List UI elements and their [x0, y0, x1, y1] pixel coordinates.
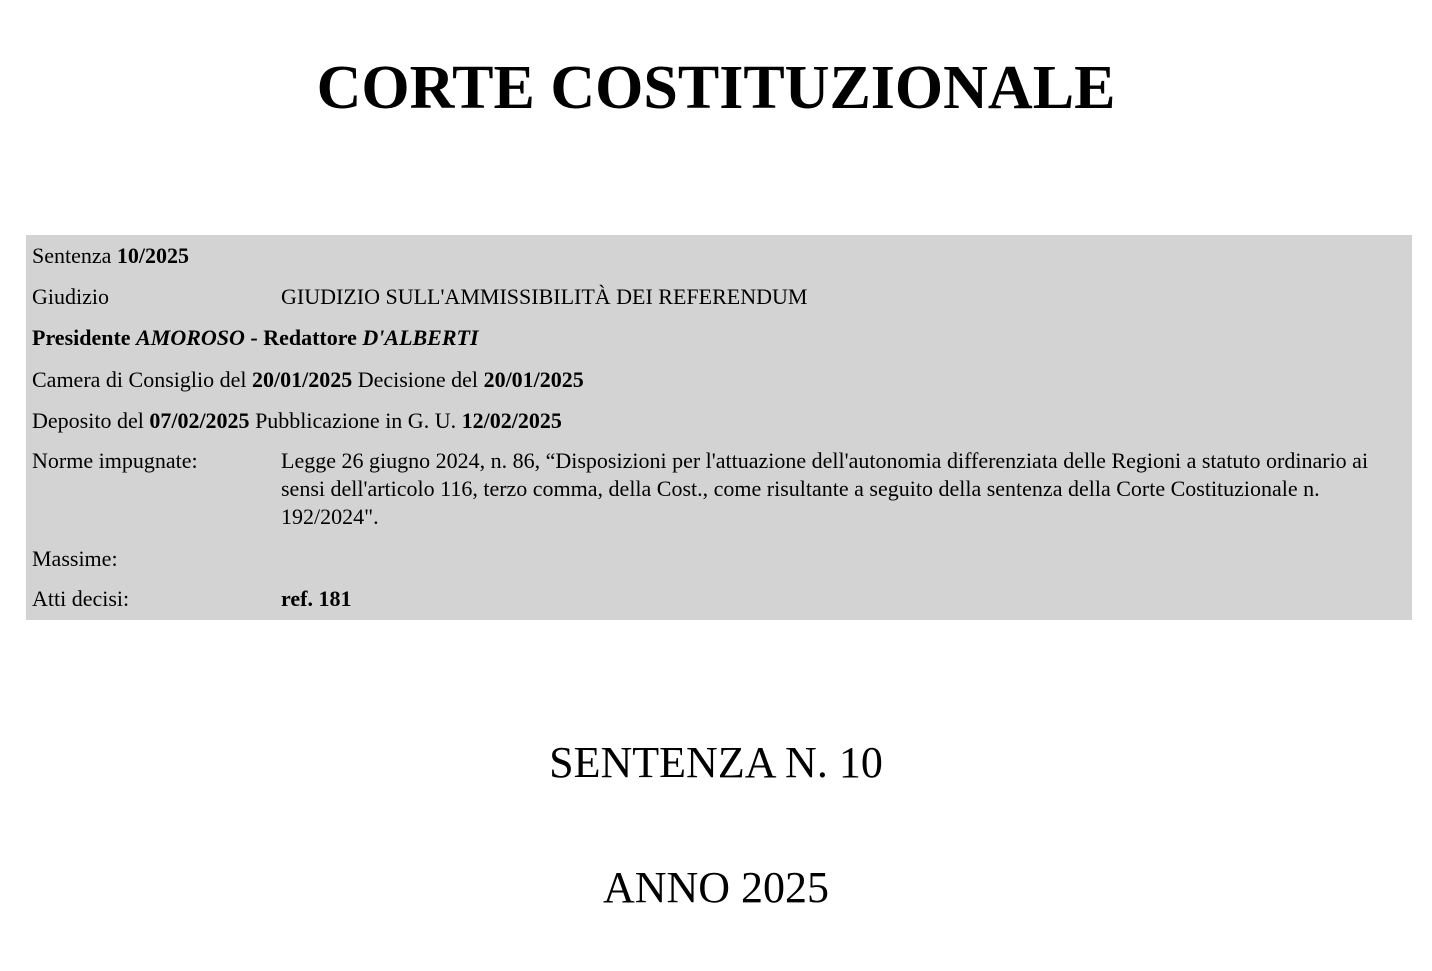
sentenza-row [32, 242, 1402, 270]
court-title: CORTE COSTITUZIONALE [316, 54, 1116, 122]
redattore-label: - Redattore [244, 325, 363, 350]
decision-metadata-panel [26, 235, 1412, 620]
deposito-pubblicazione-row [32, 407, 1402, 435]
pubblicazione-date: 12/02/2025 [461, 408, 562, 433]
norme-label: Norme impugnate: [32, 448, 198, 473]
atti-label: Atti decisi: [32, 586, 130, 611]
atti-value: ref. 181 [281, 586, 352, 611]
giudizio-label: Giudizio [32, 284, 109, 309]
sentenza-heading: SENTENZA N. 10 [549, 738, 883, 787]
presidente-name: AMOROSO [136, 325, 245, 350]
sentenza-number: 10/2025 [116, 243, 190, 268]
redattore-name: D'ALBERTI [362, 325, 479, 350]
pubblicazione-label: Pubblicazione in G. U. [249, 408, 462, 433]
presidente-redattore-row [32, 324, 1402, 352]
giudizio-value: GIUDIZIO SULL'AMMISSIBILITÀ DEI REFERENDUM [281, 284, 808, 309]
decisione-label: Decisione del [352, 367, 484, 392]
camera-decisione-row [32, 366, 1402, 394]
deposito-label: Deposito del [32, 408, 150, 433]
anno-heading: ANNO 2025 [602, 863, 830, 912]
presidente-label: Presidente [32, 325, 137, 350]
camera-label: Camera di Consiglio del [32, 367, 252, 392]
camera-date: 20/01/2025 [251, 367, 353, 392]
deposito-date: 07/02/2025 [149, 408, 250, 433]
sentenza-label: Sentenza [32, 243, 117, 268]
norme-value: Legge 26 giugno 2024, n. 86, “Disposizioni per l'attuazione dell'autonomia differenziata delle Regioni a statuto ordinario ai sensi dell'articolo 116, terzo comma, della Cost., come risultante a seguito della sentenza della Corte Costituzionale n. 192/2024". [281, 448, 1369, 529]
massime-label: Massime: [32, 546, 118, 571]
decisione-date: 20/01/2025 [483, 367, 584, 392]
